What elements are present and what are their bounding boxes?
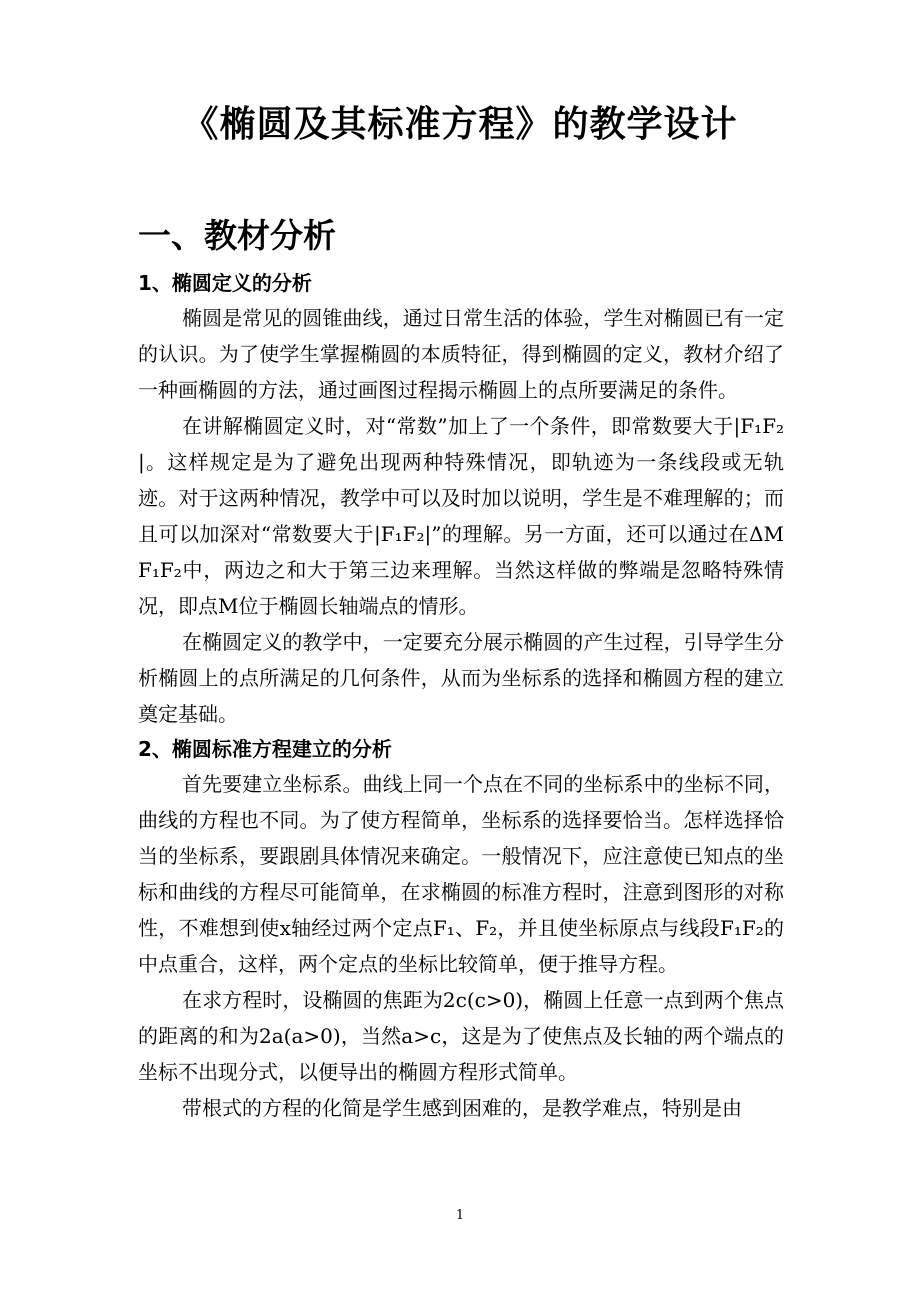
paragraph: 椭圆是常见的圆锥曲线，通过日常生活的体验，学生对椭圆已有一定的认识。为了使学生掌握椭圆的本质特征，得到椭圆的定义，教材介绍了一种画椭圆的方法，通过画图过程揭示椭圆上的点所要满足的条件。	[138, 306, 784, 402]
paragraph: 在椭圆定义的教学中，一定要充分展示椭圆的产生过程，引导学生分析椭圆上的点所满足的几何条件，从而为坐标系的选择和椭圆方程的建立奠定基础。	[138, 630, 784, 726]
page-number: 1	[455, 1208, 465, 1223]
document-body	[138, 210, 784, 1126]
section-heading: 一、教材分析	[138, 216, 336, 255]
subsection-heading: 2、椭圆标准方程建立的分析	[138, 737, 392, 761]
paragraph: 带根式的方程的化简是学生感到困难的，是教学难点，特别是由	[182, 1096, 742, 1120]
paragraph: 首先要建立坐标系。曲线上同一个点在不同的坐标系中的坐标不同，曲线的方程也不同。为了使方程简单，坐标系的选择要恰当。怎样选择恰当的坐标系，要跟剧具体情况来确定。一般情况下，应注意使已知点的坐标和曲线的方程尽可能简单，在求椭圆的标准方程时，注意到图形的对称性，不难想到使x轴经过两个定点F₁、F₂，并且使坐标原点与线段F₁F₂的中点重合，这样，两个定点的坐标比较简单，便于推导方程。	[138, 772, 784, 976]
paragraph: 在求方程时，设椭圆的焦距为2c(c>0)，椭圆上任意一点到两个焦点的距离的和为2a(a>0)，当然a>c，这是为了使焦点及长轴的两个端点的坐标不出现分式，以便导出的椭圆方程形式简单。	[138, 988, 784, 1084]
paragraph: 在讲解椭圆定义时，对“常数”加上了一个条件，即常数要大于|F₁F₂|。这样规定是为了避免出现两种特殊情况，即轨迹为一条线段或无轨迹。对于这两种情况，教学中可以及时加以说明，学生是不难理解的；而且可以加深对“常数要大于|F₁F₂|”的理解。另一方面，还可以通过在ΔMF₁F₂中，两边之和大于第三边来理解。当然这样做的弊端是忽略特殊情况，即点M位于椭圆长轴端点的情形。	[138, 414, 784, 618]
document-title: 《椭圆及其标准方程》的教学设计	[182, 104, 738, 145]
subsection-heading: 1、椭圆定义的分析	[138, 271, 312, 295]
